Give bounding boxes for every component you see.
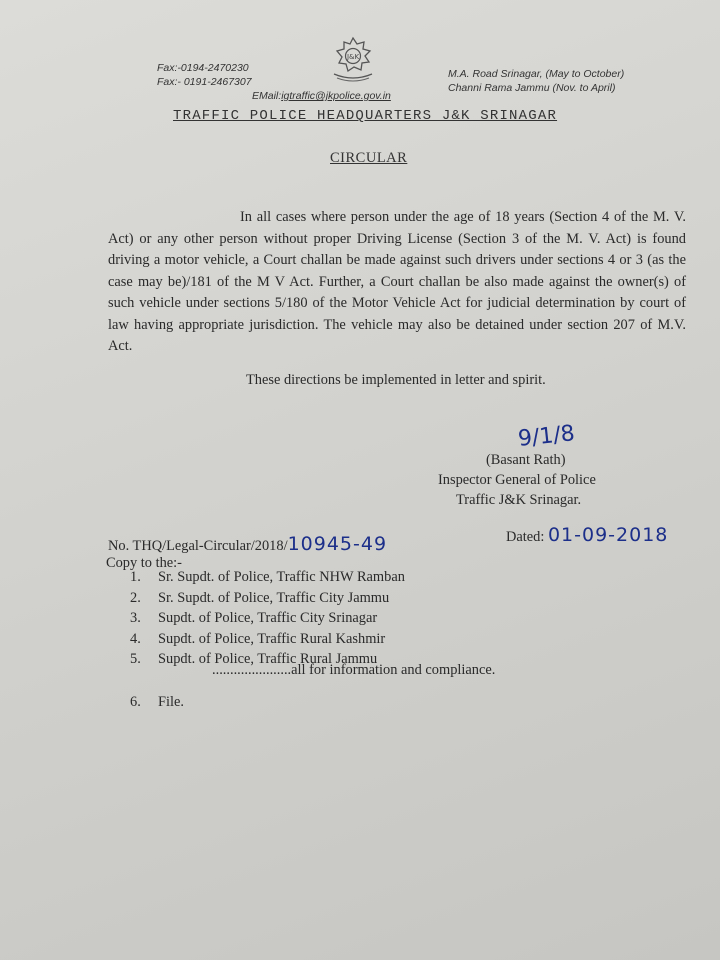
handwritten-initials: 9/1/8 (516, 421, 576, 452)
jk-police-emblem-icon (328, 36, 378, 84)
file-label: File. (158, 694, 184, 710)
address-jammu: Channi Rama Jammu (Nov. to April) (448, 82, 616, 94)
list-item: 4. Supdt. of Police, Traffic Rural Kashmir (130, 630, 386, 647)
page-title: CIRCULAR (330, 150, 408, 166)
body-paragraph: In all cases where person under the age of 18 years (Section 4 of the M. V. Act) or any other person without proper Driving License (Section 3 of the M. V. Act) is found driving a motor vehicle, a Court challan be made against such drivers under sections 4 or 3 (as the case may be)/181 of the M V Act. Further, a Court challan be also made against the owner(s) of such vehicle under sections 5/180 of the Motor Vehicle Act for judicial determination by court of law having appropriate jurisdiction. The vehicle may also be detained under section 207 of M.V. Act. (108, 209, 686, 354)
reference-prefix: No. THQ/Legal-Circular/2018/ (108, 538, 288, 554)
copy-to-label: Copy to the:- (106, 555, 182, 571)
reference-handwritten: 10945-49 (287, 533, 388, 555)
list-item: 1. Sr. Supdt. of Police, Traffic NHW Ramban (130, 569, 405, 585)
svg-text:J&K: J&K (346, 53, 360, 61)
fax-number-1: Fax:-0194-2470230 (157, 62, 249, 74)
list-item: 3. Supdt. of Police, Traffic City Srinagar (130, 610, 378, 626)
address-srinagar: M.A. Road Srinagar, (May to October) (448, 68, 625, 80)
distribution-closing: ......................all for information and compliance. (212, 662, 496, 678)
directive-line: These directions be implemented in letter and spirit. (246, 372, 546, 388)
reference-number (108, 533, 387, 555)
office-heading: TRAFFIC POLICE HEADQUARTERS J&K SRINAGAR (173, 108, 558, 124)
list-item: 5. Supdt. of Police, Traffic Rural Jammu (130, 651, 378, 667)
signatory-office: Traffic J&K Srinagar. (456, 492, 582, 508)
file-number: 6. (130, 694, 141, 710)
signatory-name: (Basant Rath) (486, 452, 566, 468)
signatory-designation: Inspector General of Police (438, 472, 596, 488)
email-label: EMail: (252, 90, 282, 102)
email-address: igtraffic@jkpolice.gov.in (281, 90, 391, 102)
list-item: 2. Sr. Supdt. of Police, Traffic City Jammu (130, 589, 390, 606)
fax-number-2: Fax:- 0191-2467307 (157, 76, 252, 88)
email-line (252, 90, 391, 102)
file-entry (130, 694, 184, 711)
date-line (506, 524, 668, 546)
date-handwritten: 01-09-2018 (547, 524, 669, 546)
copy-to-list (130, 567, 405, 670)
circular-body (108, 207, 686, 358)
dated-label: Dated: (506, 529, 545, 545)
